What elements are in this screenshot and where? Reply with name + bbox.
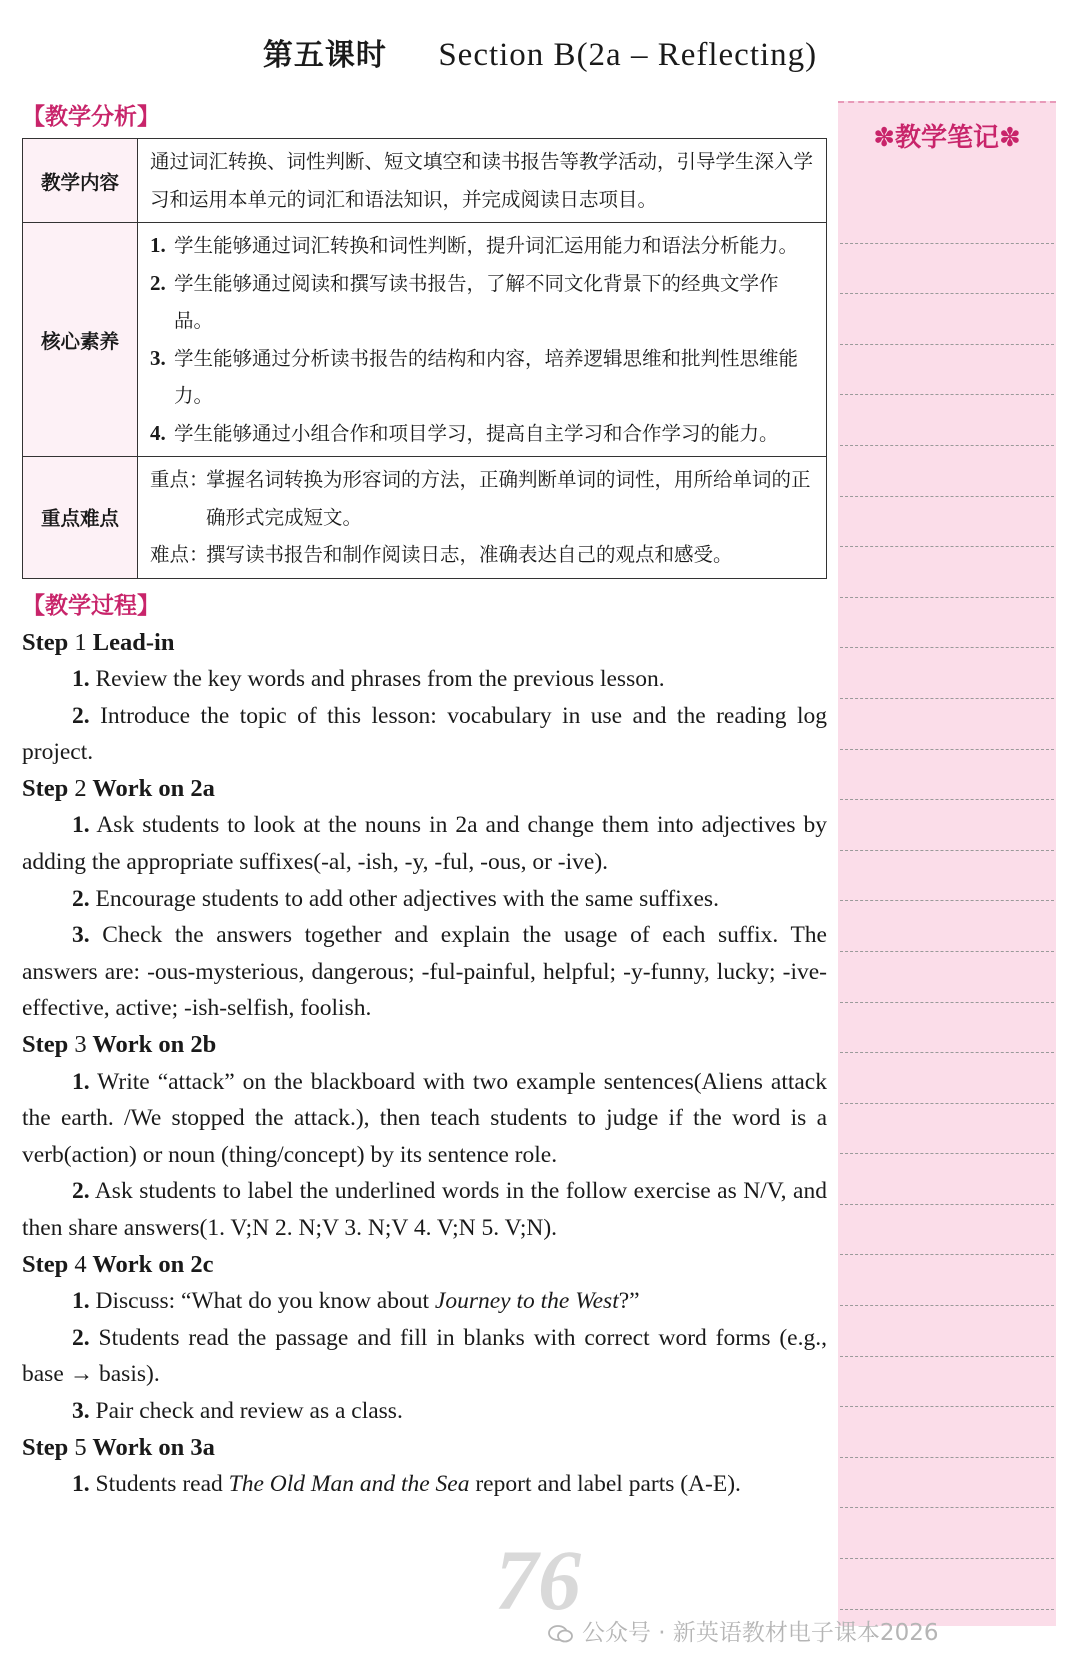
- step-name: Lead-in: [92, 628, 175, 656]
- item-text: Students read the passage and fill in blanks with correct word forms (e.g., base → basis).: [22, 1324, 827, 1388]
- step-item: [22, 807, 827, 880]
- watermark: [548, 1614, 938, 1647]
- step-heading: [22, 625, 827, 662]
- step-word: Step: [22, 628, 69, 656]
- item-number: 2.: [72, 702, 90, 729]
- step-block: [22, 771, 827, 1027]
- note-line: [840, 1559, 1054, 1610]
- step-block: [22, 1247, 827, 1430]
- note-line: [840, 851, 1054, 902]
- step-item: [22, 661, 827, 698]
- core-item-text: 学生能够通过阅读和撰写读书报告，了解不同文化背景下的经典文学作品。: [174, 271, 779, 332]
- step-word: Step: [22, 1433, 69, 1461]
- item-number: 3.: [72, 1397, 90, 1424]
- core-item-text: 学生能够通过分析读书报告的结构和内容，培养逻辑思维和批判性思维能力。: [174, 346, 799, 407]
- page-title: [0, 30, 1080, 74]
- note-line: [840, 1003, 1054, 1054]
- key-label: 重点难点: [23, 457, 138, 579]
- item-number: 1.: [72, 1068, 90, 1095]
- step-word: Step: [22, 1250, 69, 1278]
- step-heading: [22, 771, 827, 808]
- item-number: 1.: [72, 1288, 90, 1315]
- key-point-label: 重点：: [150, 468, 209, 491]
- step-name: Work on 2b: [92, 1031, 217, 1059]
- core-label: 核心素养: [23, 223, 138, 457]
- content-text: 通过词汇转换、词性判断、短文填空和读书报告等教学活动，引导学生深入学习和运用本单元的词汇和语法知识，并完成阅读日志项目。: [138, 139, 827, 223]
- step-block: [22, 1027, 827, 1247]
- step-word: Step: [22, 1031, 69, 1059]
- note-line: [840, 294, 1054, 345]
- core-item-number: 1.: [150, 233, 166, 257]
- step-word: Step: [22, 774, 69, 802]
- note-line: [840, 1205, 1054, 1256]
- core-row: [23, 223, 827, 457]
- note-line: [840, 395, 1054, 446]
- item-number: 3.: [72, 922, 90, 949]
- analysis-heading: 【教学分析】: [22, 104, 160, 130]
- core-item: [150, 415, 816, 453]
- core-item-text: 学生能够通过小组合作和项目学习，提高自主学习和合作学习的能力。: [174, 421, 779, 445]
- item-text: Ask students to label the underlined words in the follow exercise as N/V, and then share answers(1. V;N 2. N;V 3. N;V 4. V;N 5. V;N).: [22, 1178, 827, 1241]
- note-line: [840, 497, 1054, 548]
- watermark-text: 公众号 · 新英语教材电子课本2026: [582, 1620, 939, 1646]
- key-point-text: 掌握名词转换为形容词的方法，正确判断单词的词性，用所给单词的正确形式完成短文。: [206, 468, 811, 529]
- item-number: 1.: [72, 812, 90, 839]
- step-heading: [22, 1430, 827, 1467]
- main-content: [22, 98, 827, 1503]
- step-item: [22, 1466, 827, 1503]
- content-label: 教学内容: [23, 139, 138, 223]
- section-title: Section B(2a – Reflecting): [438, 37, 818, 73]
- note-line: [840, 446, 1054, 497]
- note-line: [840, 699, 1054, 750]
- step-block: [22, 625, 827, 771]
- note-line: [840, 1306, 1054, 1357]
- note-line: [840, 244, 1054, 295]
- note-line: [840, 1458, 1054, 1509]
- wechat-icon: [548, 1624, 574, 1644]
- step-item: [22, 1320, 827, 1393]
- note-line: [840, 193, 1054, 244]
- core-item: [150, 265, 816, 340]
- item-number: 1.: [72, 666, 90, 693]
- note-line: [840, 901, 1054, 952]
- core-item-number: 3.: [150, 345, 166, 370]
- book-title: Journey to the West: [434, 1288, 619, 1315]
- note-line: [840, 547, 1054, 598]
- difficult-point-text: 撰写读书报告和制作阅读日志，准确表达自己的观点和感受。: [206, 543, 733, 566]
- key-row: [23, 457, 827, 579]
- step-item: [22, 1283, 827, 1320]
- page-number: 76: [495, 1532, 581, 1628]
- core-list: [138, 223, 827, 457]
- note-line: [840, 345, 1054, 396]
- step-number: 1: [74, 628, 87, 656]
- step-number: 3: [74, 1031, 87, 1059]
- item-text: Students read The Old Man and the Sea report and label parts (A-E).: [89, 1471, 741, 1498]
- note-line: [840, 750, 1054, 801]
- step-block: [22, 1430, 827, 1503]
- notes-title: ✽教学笔记✽: [873, 123, 1021, 153]
- process-steps: [22, 625, 827, 1503]
- content-row: [23, 139, 827, 223]
- core-item-number: 2.: [150, 270, 166, 295]
- item-number: 2.: [72, 1178, 90, 1205]
- note-line: [840, 648, 1054, 699]
- step-number: 4: [74, 1250, 87, 1278]
- item-text: Ask students to look at the nouns in 2a and change them into adjectives by adding the appropriate suffixes(-al, -ish, -y, -ful, -ous, or -ive).: [22, 812, 827, 876]
- note-line: [840, 1508, 1054, 1559]
- note-line: [840, 952, 1054, 1003]
- item-text: Review the key words and phrases from the previous lesson.: [89, 666, 665, 693]
- item-number: 2.: [72, 885, 90, 912]
- process-heading: 【教学过程】: [22, 592, 160, 619]
- lesson-number: 第五课时: [262, 38, 387, 73]
- item-text: Introduce the topic of this lesson: vocabulary in use and the reading log project.: [22, 702, 827, 766]
- step-item: [22, 1393, 827, 1430]
- item-number: 1.: [72, 1471, 90, 1498]
- teaching-notes-panel: [838, 101, 1056, 1626]
- note-line: [840, 1357, 1054, 1408]
- key-points: [138, 457, 827, 579]
- item-text: Write “attack” on the blackboard with two example sentences(Aliens attack the earth. /We stopped the attack.), then teach students to judge if the word is a verb(action) or noun (thing/concept) by its sentence role.: [22, 1068, 827, 1168]
- core-item: [150, 340, 816, 415]
- note-line: [840, 1255, 1054, 1306]
- key-point: [150, 461, 816, 536]
- step-name: Work on 2c: [92, 1250, 214, 1278]
- step-item: [22, 1064, 827, 1174]
- note-line: [840, 800, 1054, 851]
- step-number: 2: [74, 774, 87, 802]
- note-line: [840, 598, 1054, 649]
- step-item: [22, 917, 827, 1027]
- step-item: [22, 881, 827, 918]
- item-number: 2.: [72, 1324, 90, 1351]
- core-item: [150, 227, 816, 265]
- note-line: [840, 1154, 1054, 1205]
- difficult-point-label: 难点：: [150, 543, 209, 566]
- note-line: [840, 1407, 1054, 1458]
- step-heading: [22, 1247, 827, 1284]
- item-text: Discuss: “What do you know about Journey to the West?”: [89, 1288, 640, 1315]
- step-number: 5: [74, 1433, 87, 1461]
- notes-ruled-lines: [840, 193, 1054, 1606]
- step-item: [22, 698, 827, 771]
- item-text: Encourage students to add other adjectives with the same suffixes.: [89, 885, 719, 912]
- step-heading: [22, 1027, 827, 1064]
- difficult-point: [150, 536, 816, 574]
- book-title: The Old Man and the Sea: [228, 1471, 470, 1498]
- note-line: [840, 1104, 1054, 1155]
- step-item: [22, 1173, 827, 1246]
- core-item-number: 4.: [150, 420, 166, 445]
- item-text: Check the answers together and explain the usage of each suffix. The answers are: -ous-mysterious, dangerous; -ful-painful, helpful; -y-funny, lucky; -ive-effective, active; -ish-selfish, foolish.: [22, 922, 827, 1022]
- note-line: [840, 1053, 1054, 1104]
- analysis-table: [22, 138, 827, 579]
- step-name: Work on 2a: [92, 774, 215, 802]
- core-item-text: 学生能够通过词汇转换和词性判断，提升词汇运用能力和语法分析能力。: [174, 234, 799, 257]
- step-name: Work on 3a: [92, 1433, 215, 1461]
- item-text: Pair check and review as a class.: [89, 1397, 403, 1424]
